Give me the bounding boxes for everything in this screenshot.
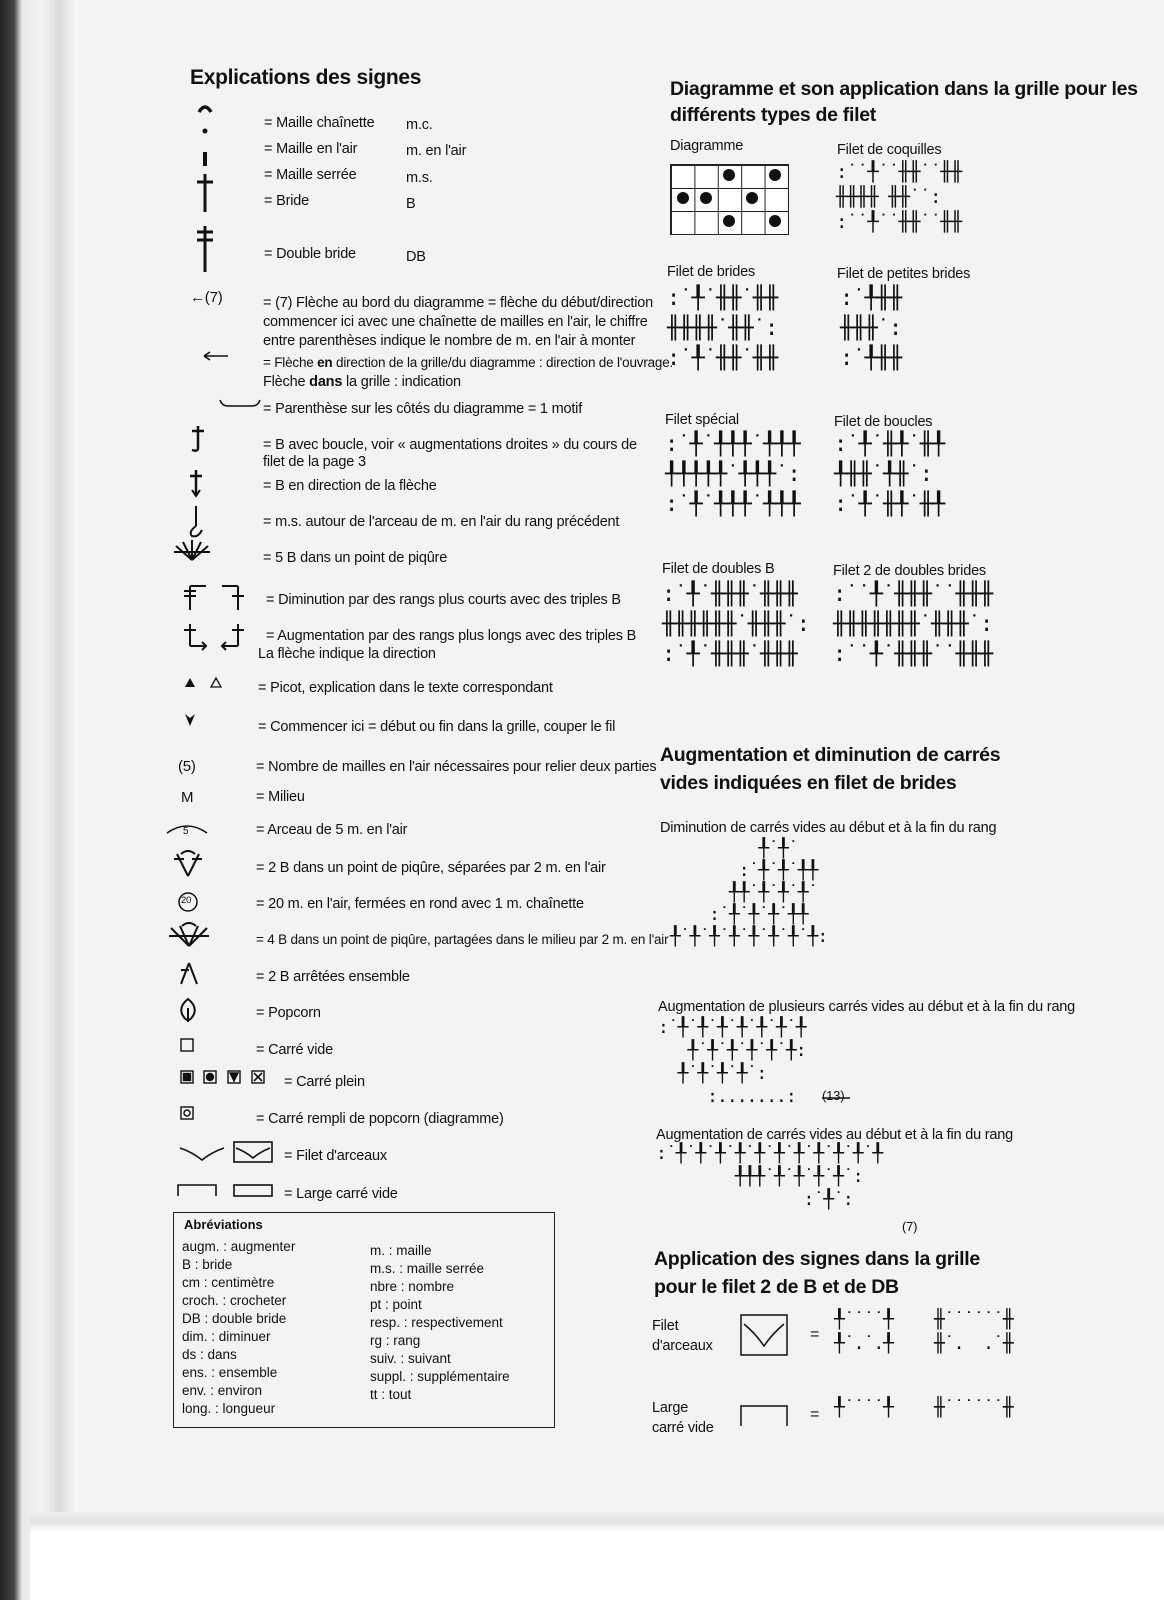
mark-7: (7): [902, 1219, 918, 1234]
item-text: = Carré vide: [256, 1042, 333, 1058]
arceaux-icon: [176, 1140, 276, 1166]
v-stitch-icon: [172, 850, 204, 880]
ring-mark: 20: [181, 895, 192, 906]
abbr-item: suppl. : supplémentaire: [370, 1369, 510, 1384]
arrow-dir-line: Flèche dans la grille : indication: [263, 374, 461, 390]
filet-doubles-b-pattern: :˙╀˙╫╫╫˙╫╫╫ ╫╫╫╫╫╫˙╫╫╫˙: :˙╀˙╫╫╫˙╫╫╫: [662, 582, 809, 667]
arrow-7-line: = (7) Flèche au bord du diagramme = flèche du début/direction: [263, 295, 654, 311]
item-text: = Commencer ici = début ou fin dans la grille, couper le fil: [258, 719, 616, 735]
subtitle-augmentation-plusieurs: Augmentation de plusieurs carrés vides au début et à la fin du rang: [658, 999, 1076, 1015]
subtitle-diminution: Diminution de carrés vides au début et à la fin du rang: [660, 820, 997, 836]
item-text: = 2 B arrêtées ensemble: [256, 969, 410, 985]
sign-abbr: m. en l'air: [406, 143, 467, 159]
item-text: = Large carré vide: [284, 1186, 398, 1202]
item-text: = Filet d'arceaux: [284, 1148, 387, 1164]
abbr-item: m. : maille: [370, 1243, 432, 1258]
item-text: = 2 B dans un point de piqûre, séparées par 2 m. en l'air: [256, 860, 606, 876]
middle-mark: M: [181, 789, 194, 806]
filet-brides-pattern: :˙╀˙╫╫˙╫╫ ╫╫╫╫˙╫╫˙: :˙╀˙╫╫˙╫╫: [667, 286, 778, 371]
abbr-item: B : bride: [182, 1257, 233, 1272]
section-title-augmentation: Augmentation et diminution de carrés: [660, 744, 1001, 766]
item-text: filet de la page 3: [263, 454, 366, 470]
section-title-diagram: Diagramme et son application dans la grille pour les: [670, 78, 1138, 100]
large-square-icon: [176, 1182, 276, 1200]
label-diagramme: Diagramme: [670, 138, 744, 154]
filet-petites-brides-pattern: :˙╀╫╫ ╫╫╫˙: :˙╀╫╫: [840, 286, 902, 371]
item-text: = Nombre de mailles en l'air nécessaires pour relier deux parties: [256, 759, 657, 775]
arceaux-grid-db: ╫˙˙˙˙˙˙╫ ╫˙. .˙╫: [934, 1309, 1013, 1354]
popcorn-icon: [178, 996, 198, 1024]
decrease-icon: [178, 960, 200, 986]
item-text: = 5 B dans un point de piqûre: [263, 550, 448, 566]
item-text: = m.s. autour de l'arceau de m. en l'air du rang précédent: [263, 514, 620, 530]
page-edge: [30, 1512, 1164, 1600]
abbr-item: tt : tout: [370, 1387, 412, 1402]
item-text: = Diminution par des rangs plus courts avec des triples B: [266, 592, 621, 608]
abbr-item: ens. : ensemble: [182, 1365, 278, 1380]
app-arceaux-label-2: d'arceaux: [652, 1338, 713, 1354]
empty-square-icon: [180, 1038, 194, 1052]
abbreviations-box: [173, 1212, 555, 1428]
section-title-application: Application des signes dans la grille: [654, 1248, 980, 1270]
sign-text: = Maille chaînette: [264, 115, 375, 131]
augmentation-plusieurs-diagram: :˙╀˙╀˙╀˙╀˙╀˙╀˙╀ ╀˙╀˙╀˙╀˙╀˙╀: ╀˙╀˙╀˙╀˙: :.......:: [658, 1017, 806, 1107]
picot-icon: [183, 675, 227, 689]
shell-5-icon: [172, 538, 212, 564]
label-brides: Filet de brides: [667, 264, 756, 280]
abbr-item: env. : environ: [182, 1383, 263, 1398]
item-text: = Picot, explication dans le texte correspondant: [258, 680, 553, 696]
abbr-item: ds : dans: [182, 1347, 237, 1362]
section-title-signs: Explications des signes: [190, 66, 422, 89]
item-text: = B avec boucle, voir « augmentations droites » du cours de: [263, 437, 637, 453]
book-spine: [0, 0, 78, 1600]
sign-text: = Bride: [264, 193, 309, 209]
app-arceaux-label: Filet: [652, 1318, 679, 1334]
long-rows-icon: [180, 622, 250, 652]
item-text: = Carré plein: [284, 1074, 365, 1090]
abbr-item: resp. : respectivement: [370, 1315, 503, 1330]
label-special: Filet spécial: [665, 412, 739, 428]
label-coquilles: Filet de coquilles: [837, 142, 942, 158]
item-text: = Parenthèse sur les côtés du diagramme = 1 motif: [263, 401, 583, 417]
abbr-item: rg : rang: [370, 1333, 421, 1348]
mark-13: (13): [822, 1088, 845, 1103]
label-2-doubles-brides: Filet 2 de doubles brides: [833, 563, 986, 579]
parenthesis-icon: [218, 398, 262, 410]
sign-abbr: DB: [406, 249, 426, 265]
diminution-diagram: ╀˙╀˙ :˙╀˙╀˙╀╀ ╀╀˙╀˙╀˙╀˙ :˙╀˙╀˙╀˙╀╀ ╀˙╀˙╀˙╀˙╀˙╀˙╀˙╀:: [669, 838, 828, 947]
sign-text: = Maille serrée: [264, 167, 357, 183]
popcorn-square-icon: [180, 1106, 194, 1120]
start-icon: [183, 712, 197, 728]
abbr-item: cm : centimètre: [182, 1275, 275, 1290]
abbr-title: Abréviations: [184, 1217, 263, 1232]
loop-bride-icon: [186, 424, 206, 454]
augmentation-diagram: :˙╀˙╀˙╀˙╀˙╀˙╀˙╀˙╀˙╀˙╀˙╀ ╀╀╀˙╀˙╀˙╀˙╀˙: :˙╀˙:: [656, 1143, 883, 1210]
arceaux-grid-b: ╀˙˙˙˙╀ ╀˙.˙.╀: [834, 1309, 894, 1354]
item-text: = Augmentation par des rangs plus longs avec des triples B: [266, 628, 637, 644]
abbr-item: croch. : crocheter: [182, 1293, 287, 1308]
equals-sign: =: [810, 1406, 820, 1423]
sign-text: = Maille en l'air: [264, 141, 358, 157]
item-text: La flèche indique la direction: [258, 646, 436, 662]
arrow-7-mark: ←(7): [190, 289, 223, 306]
abbr-item: pt : point: [370, 1297, 422, 1312]
large-grid-db: ╫˙˙˙˙˙˙╫: [934, 1397, 1013, 1418]
abbr-item: DB : double bride: [182, 1311, 287, 1326]
arc-mark: 5: [183, 826, 189, 837]
diagram-grid: [670, 164, 789, 235]
item-text: = 4 B dans un point de piqûre, partagées dans le milieu par 2 m. en l'air: [256, 932, 669, 947]
filet-boucles-pattern: :˙╀˙╫╀˙╫╀ ╀╫╫˙╀╫˙: :˙╀˙╫╀˙╫╀: [834, 432, 945, 517]
label-doubles-b: Filet de doubles B: [662, 561, 775, 577]
abbr-item: long. : longueur: [182, 1401, 276, 1416]
treble-crochet-icon: [193, 222, 217, 274]
arrow-bride-icon: [186, 468, 206, 498]
sign-abbr: m.c.: [406, 117, 433, 133]
shell-4-icon: [167, 922, 211, 950]
arrow-7-line: commencer ici avec une chaînette de mailles en l'air, le chiffre: [263, 314, 648, 330]
large-grid-b: ╀˙˙˙˙╀: [834, 1397, 894, 1418]
large-box-icon: [740, 1404, 790, 1428]
item-text: = Carré rempli de popcorn (diagramme): [256, 1111, 504, 1127]
abbr-item: m.s. : maille serrée: [370, 1261, 485, 1276]
item-text: = 20 m. en l'air, fermées en rond avec 1 m. chaînette: [256, 896, 584, 912]
abbr-item: dim. : diminuer: [182, 1329, 271, 1344]
section-title-application-2: pour le filet 2 de B et de DB: [654, 1276, 899, 1298]
abbr-item: nbre : nombre: [370, 1279, 455, 1294]
item-text: = Popcorn: [256, 1005, 321, 1021]
item-text: = Arceau de 5 m. en l'air: [256, 822, 408, 838]
filet-2-doubles-brides-pattern: :˙˙╀˙╫╫╫˙˙╫╫╫ ╫╫╫╫╫╫╫˙╫╫╫˙: :˙˙╀˙╫╫╫˙˙╫╫╫: [833, 582, 993, 667]
label-boucles: Filet de boucles: [834, 414, 933, 430]
abbr-item: augm. : augmenter: [182, 1239, 296, 1254]
direction-arrow-icon: [200, 350, 230, 362]
single-crochet-icon: [193, 170, 217, 214]
app-large-label-2: carré vide: [652, 1420, 714, 1436]
arrow-13-icon: [820, 1093, 852, 1103]
filled-square-icon: [180, 1070, 272, 1084]
short-rows-icon: [180, 582, 250, 612]
count-mark: (5): [178, 758, 196, 775]
chain-stitch-icon: [193, 100, 217, 140]
item-text: = B en direction de la flèche: [263, 478, 437, 494]
section-title-diagram-2: différents types de filet: [670, 104, 876, 126]
equals-sign: =: [810, 1326, 820, 1343]
arrow-7-line: entre parenthèses indique le nombre de m. en l'air à monter: [263, 333, 636, 349]
air-stitch-icon: [193, 150, 217, 170]
filet-coquilles-pattern: :˙˙╀˙˙╫╫˙˙╫╫ ╫╫╫╫ ╫╫˙˙: :˙˙╀˙˙╫╫˙˙╫╫: [836, 161, 962, 233]
label-petites-brides: Filet de petites brides: [837, 266, 971, 282]
filet-special-pattern: :˙╀˙╀╀╀˙╀╀╀ ╀╀╀╀╀˙╀╀╀˙: :˙╀˙╀╀╀˙╀╀╀: [665, 432, 800, 517]
arrow-dir-line: = Flèche en direction de la grille/du diagramme : direction de l'ouvrage.: [263, 355, 674, 370]
app-large-label: Large: [652, 1400, 689, 1416]
sign-text: = Double bride: [264, 246, 356, 262]
sign-abbr: m.s.: [406, 170, 433, 186]
arceaux-box-icon: [740, 1314, 790, 1358]
section-title-augmentation-2: vides indiquées en filet de brides: [660, 772, 957, 794]
hook-stitch-icon: [184, 504, 208, 538]
subtitle-augmentation: Augmentation de carrés vides au début et à la fin du rang: [656, 1127, 1013, 1143]
sign-abbr: B: [406, 196, 416, 212]
item-text: = Milieu: [256, 789, 305, 805]
abbr-item: suiv. : suivant: [370, 1351, 451, 1366]
